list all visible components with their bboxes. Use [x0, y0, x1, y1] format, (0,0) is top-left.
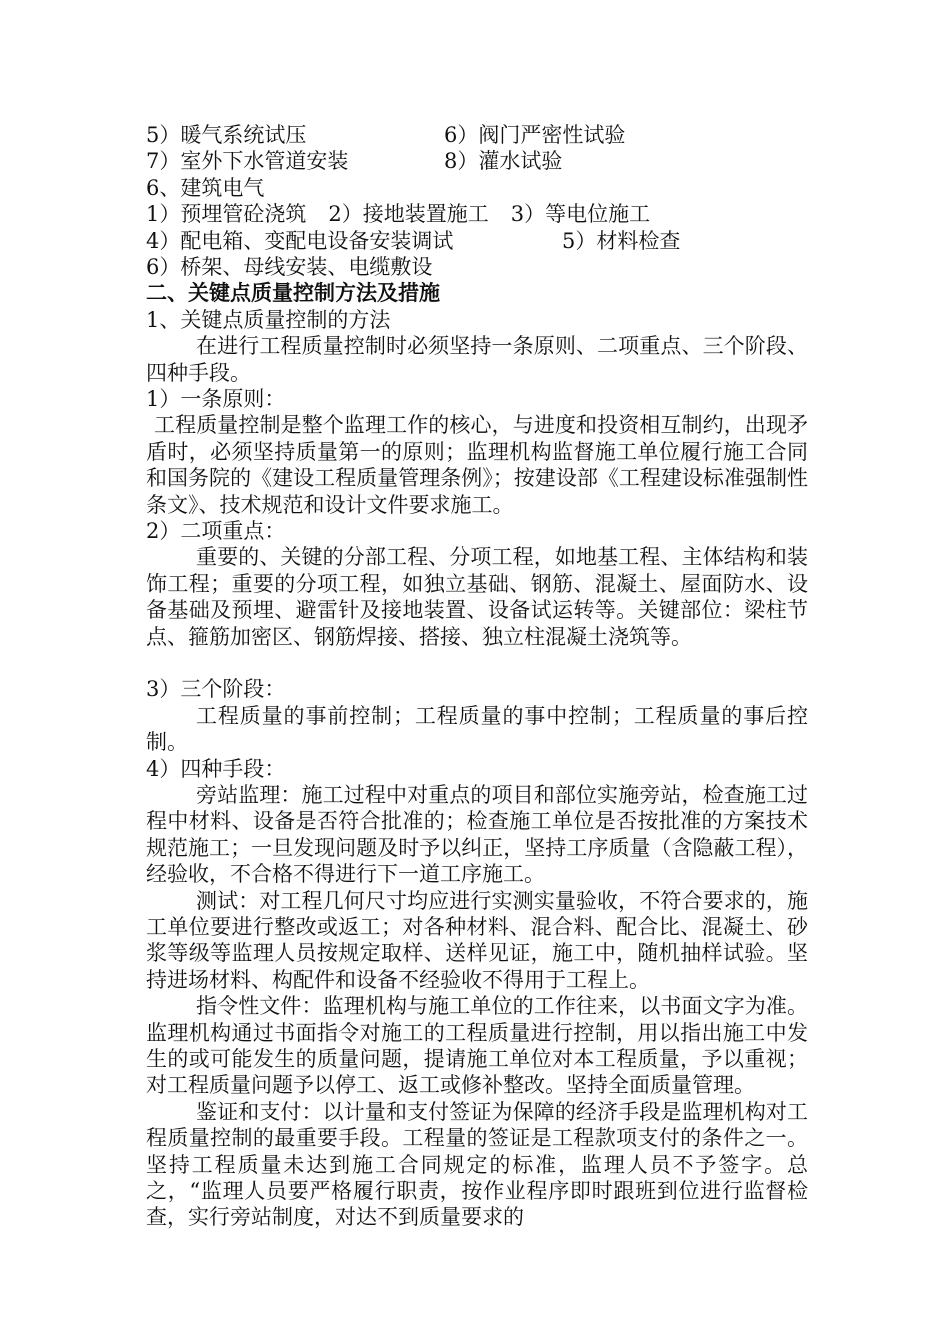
section-heading: 二、关键点质量控制方法及措施: [146, 281, 440, 306]
list-item: 1）预埋管砼浇筑: [146, 202, 307, 227]
electrical-row-2: [146, 228, 808, 254]
list-item: 7）室外下水管道安装: [146, 149, 349, 174]
list-item: 4）配电箱、变配电设备安装调试: [146, 228, 454, 253]
principle-title: 1）一条原则：: [146, 386, 286, 411]
plumbing-row-1: [146, 122, 808, 148]
subsection-title: 1、关键点质量控制的方法: [146, 307, 391, 332]
method-paragraph-payment: 鉴证和支付：以计量和支付签证为保障的经济手段是监理机构对工程质量控制的最重要手段。工程量的签证是工程款项支付的条件之一。坚持工程质量未达到施工合同规定的标准，监理人员不予签字。总之，“监理人员要严格履行职责，按作业程序即时跟班到位进行监督检查，实行旁站制度，对达不到质量要求的: [146, 1099, 808, 1230]
method-paragraph-directives: 指令性文件：监理机构与施工单位的工作往来，以书面文字为准。监理机构通过书面指令对施工的工程质量进行控制，用以指出施工中发生的或可能发生的质量问题，提请施工单位对本工程质量，予以重视；对工程质量问题予以停工、返工或修补整改。坚持全面质量管理。: [146, 994, 808, 1098]
list-item: 6）桥架、母线安装、电缆敷设: [146, 254, 433, 279]
section-6-title: 6、建筑电气: [146, 175, 265, 200]
list-item: 3）等电位施工: [510, 202, 651, 227]
list-item: 8）灌水试验: [444, 149, 563, 174]
list-item: 2）接地装置施工: [328, 202, 489, 227]
methods-title: 4）四种手段：: [146, 756, 286, 781]
document-page: [146, 122, 808, 1231]
method-paragraph-supervision: 旁站监理：施工过程中对重点的项目和部位实施旁站，检查施工过程中材料、设备是否符合批准的；检查施工单位是否按批准的方案技术规范施工；一旦发现问题及时予以纠正，坚持工序质量（含隐蔽工程），经验收，不合格不得进行下一道工序施工。: [146, 782, 808, 887]
stages-title: 3）三个阶段：: [146, 677, 286, 702]
plumbing-row-2: [146, 148, 808, 174]
spacer: [146, 650, 808, 676]
key-points-title: 2）二项重点：: [146, 518, 286, 543]
stages-paragraph: 工程质量的事前控制；工程质量的事中控制；工程质量的事后控制。: [146, 703, 808, 755]
list-item: 6）阀门严密性试验: [444, 123, 626, 147]
principle-paragraph: 工程质量控制是整个监理工作的核心，与进度和投资相互制约，出现矛盾时，必须坚持质量第一的原则；监理机构监督施工单位履行施工合同和国务院的《建设工程质量管理条例》；按建设部《工程建设标准强制性条文》、技术规范和设计文件要求施工。: [146, 413, 808, 517]
intro-paragraph: 在进行工程质量控制时必须坚持一条原则、二项重点、三个阶段、四种手段。: [146, 334, 808, 385]
list-item: 5）材料检查: [562, 228, 681, 253]
key-points-paragraph: 重要的、关键的分部工程、分项工程，如地基工程、主体结构和装饰工程；重要的分项工程，如独立基础、钢筋、混凝土、屋面防水、设备基础及预埋、避雷针及接地装置、设备试运转等。关键部位：梁柱节点、箍筋加密区、钢筋焊接、搭接、独立柱混凝土浇筑等。: [146, 545, 808, 649]
list-item: 5）暖气系统试压: [146, 123, 307, 147]
electrical-row-1: [146, 201, 808, 227]
method-paragraph-testing: 测试：对工程几何尺寸均应进行实测实量验收，不符合要求的，施工单位要进行整改或返工；对各种材料、混合料、配合比、混凝土、砂浆等级等监理人员按规定取样、送样见证，施工中，随机抽样试验。坚持进场材料、构配件和设备不经验收不得用于工程上。: [146, 888, 808, 992]
